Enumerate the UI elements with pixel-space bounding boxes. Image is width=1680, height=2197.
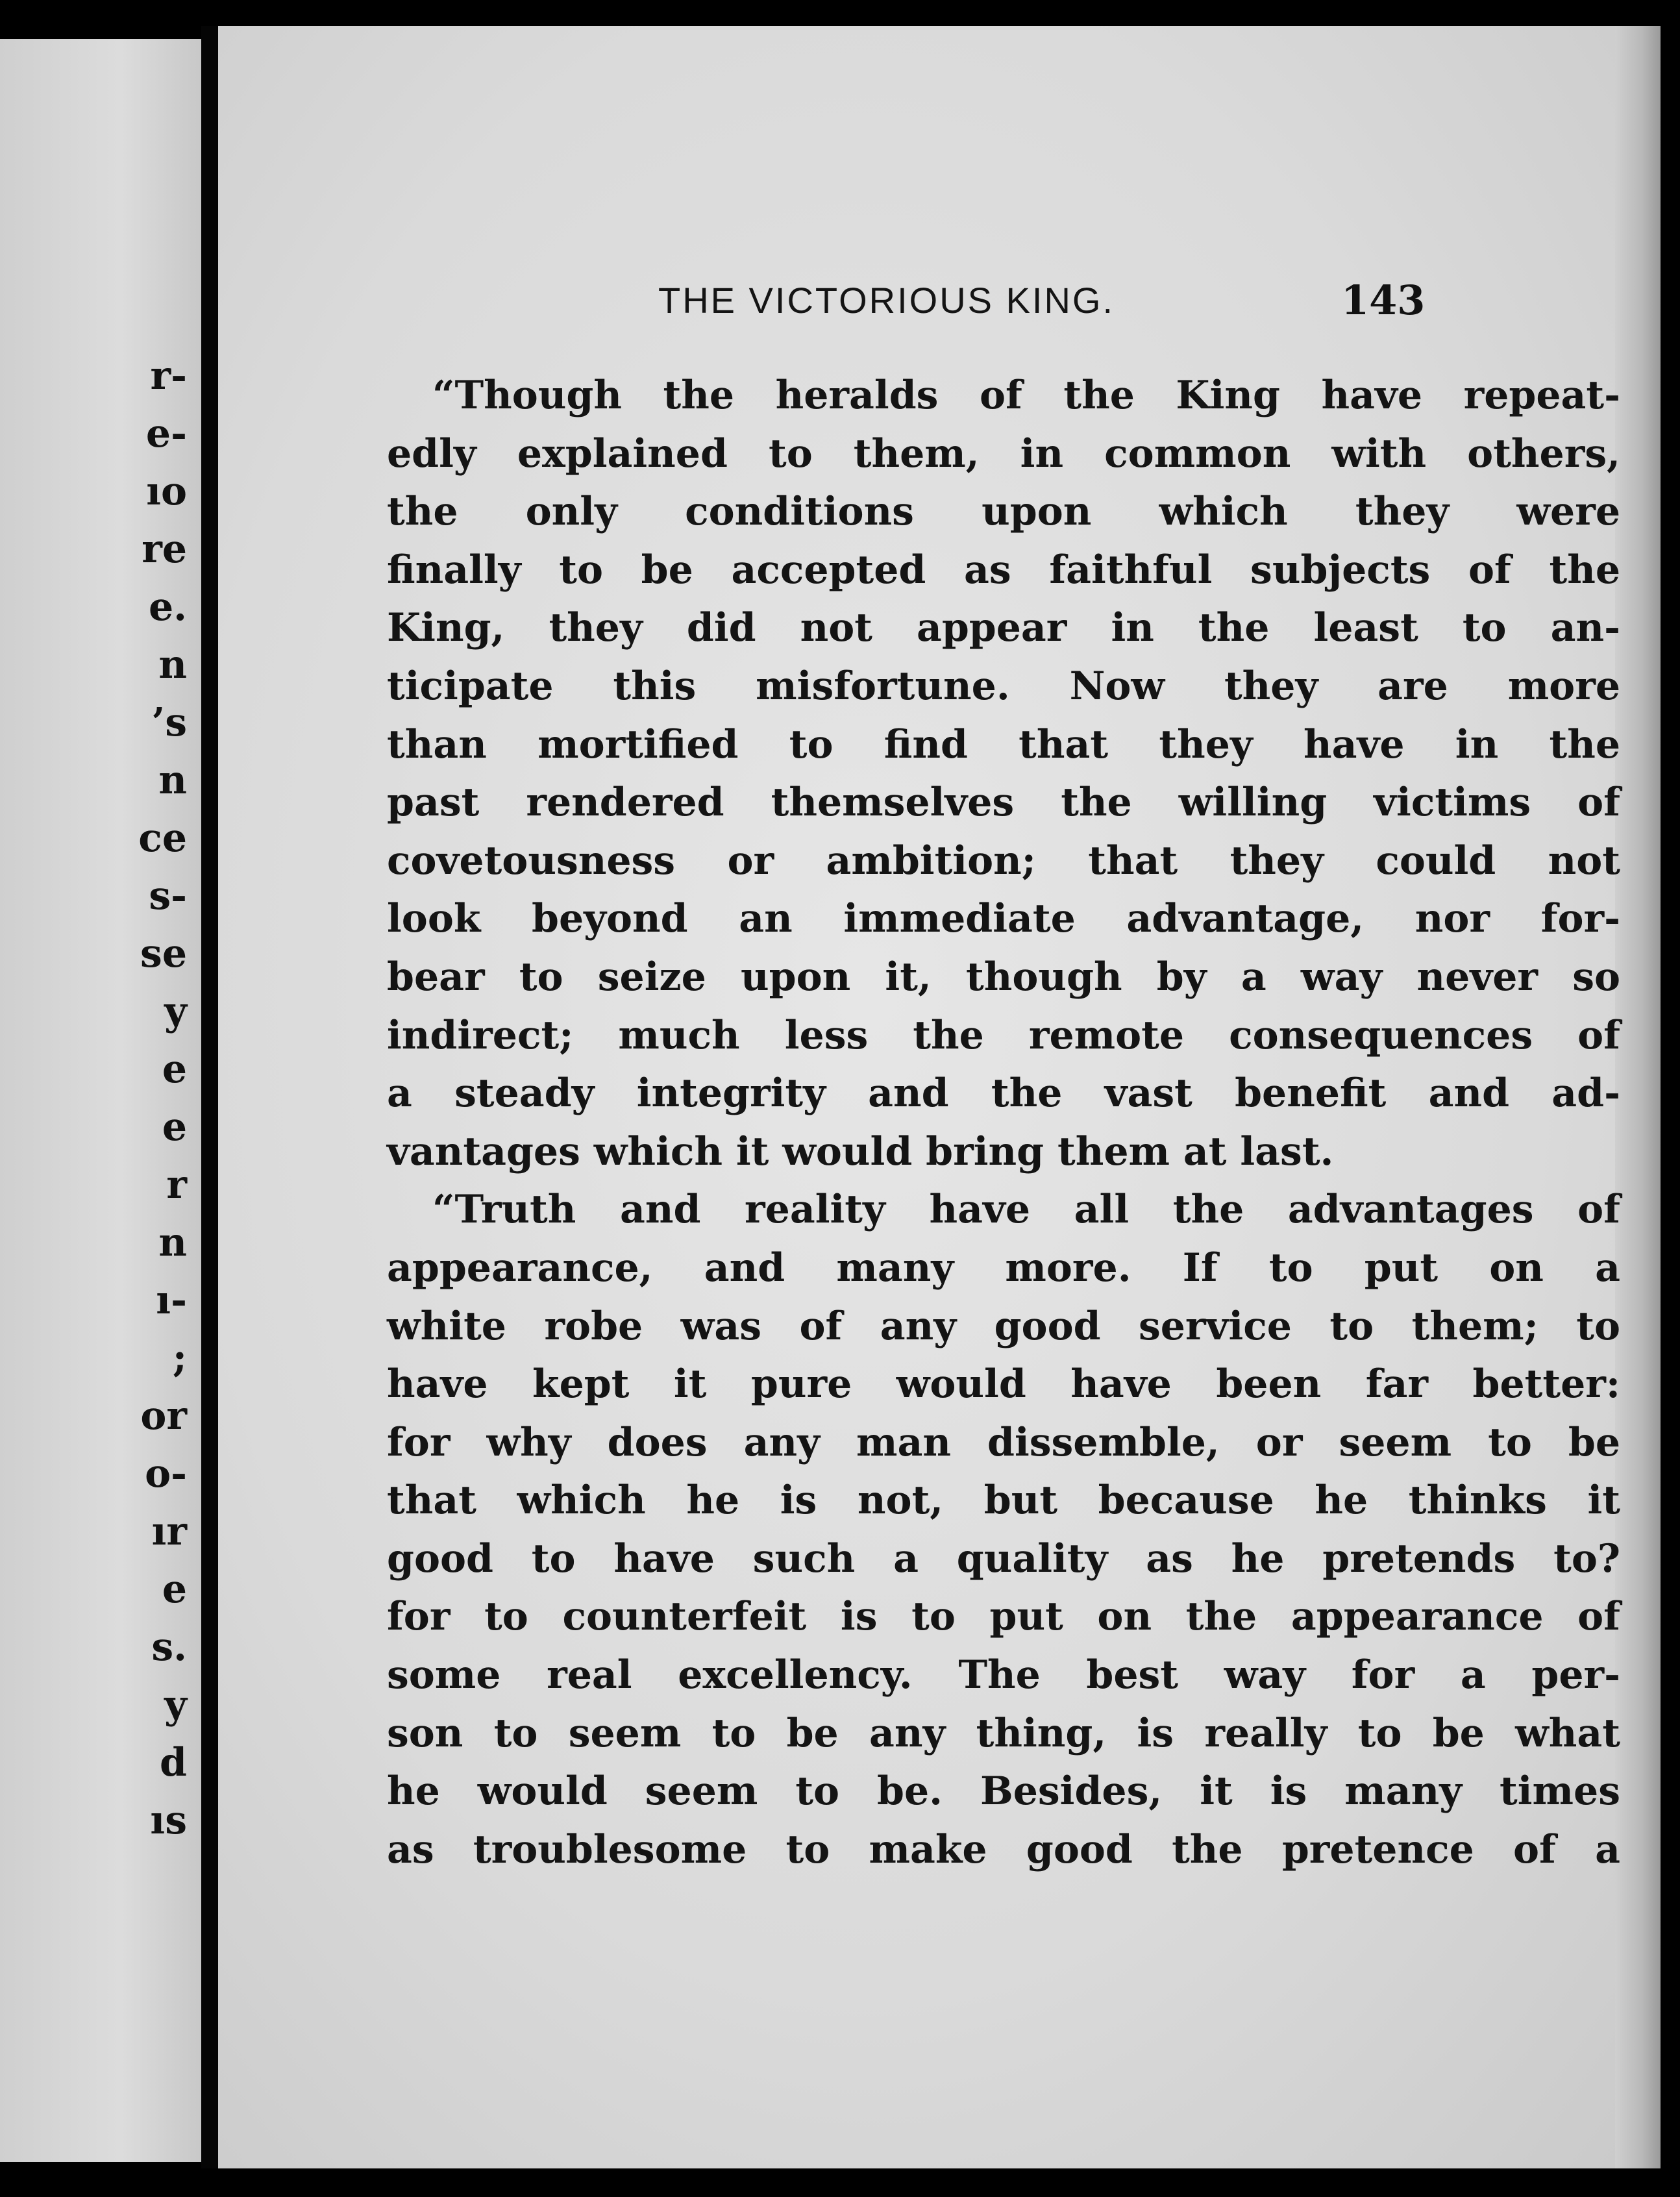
- text-line: covetousness or ambition; that they could not: [387, 838, 1620, 884]
- text-line: past rendered themselves the willing victims of: [387, 780, 1620, 826]
- text-line: “Truth and reality have all the advantages of: [432, 1187, 1620, 1233]
- text-line: “Though the heralds of the King have repeat-: [432, 373, 1620, 418]
- text-line: King, they did not appear in the least to an-: [387, 605, 1620, 651]
- scan-border: [0, 2168, 1680, 2197]
- text-line: for why does any man dissemble, or seem to be: [387, 1419, 1620, 1465]
- left-fragment: o-: [145, 1451, 187, 1496]
- text-line: as troublesome to make good the pretence of a: [387, 1826, 1620, 1872]
- left-fragment: y: [164, 1682, 187, 1728]
- left-fragment: n: [158, 758, 187, 803]
- left-fragment: or: [140, 1393, 187, 1439]
- left-fragment: s.: [151, 1624, 187, 1670]
- left-fragment: ce: [138, 815, 187, 861]
- left-fragment: e: [162, 1567, 187, 1612]
- book-gutter: [201, 26, 218, 2175]
- text-line: vantages which it would bring them at last.: [387, 1128, 1334, 1174]
- left-fragment: e: [162, 1104, 187, 1150]
- left-fragment: r-: [150, 353, 187, 399]
- left-fragment: d: [160, 1740, 187, 1785]
- text-line: he would seem to be. Besides, it is many times: [387, 1769, 1620, 1815]
- left-fragment: ır: [151, 1509, 187, 1554]
- text-line: a steady integrity and the vast benefit and ad-: [387, 1071, 1620, 1117]
- text-line: finally to be accepted as faithful subjects of the: [387, 547, 1620, 593]
- left-fragment: re: [142, 527, 187, 572]
- left-fragment: n: [158, 642, 187, 688]
- text-line: good to have such a quality as he pretends to?: [387, 1535, 1620, 1582]
- page-number: 143: [1341, 277, 1426, 324]
- text-line: look beyond an immediate advantage, nor for-: [387, 896, 1620, 942]
- left-fragment: e-: [145, 411, 187, 456]
- left-fragment: ıs: [150, 1798, 187, 1843]
- body-text: [387, 367, 1620, 1879]
- running-title: THE VICTORIOUS KING.: [658, 280, 1115, 321]
- text-line: appearance, and many more. If to put on a: [387, 1245, 1620, 1291]
- left-fragment: ;: [172, 1335, 187, 1381]
- left-fragment: ıo: [146, 469, 187, 514]
- text-line: bear to seize upon it, though by a way never so: [387, 954, 1620, 1000]
- left-fragment: ’s: [151, 700, 187, 745]
- text-line: son to seem to be any thing, is really to be what: [387, 1710, 1620, 1756]
- text-line: edly explained to them, in common with others,: [387, 430, 1620, 477]
- left-page-text-fragments: [138, 347, 187, 1850]
- left-fragment: e: [162, 1047, 187, 1092]
- left-fragment: s-: [149, 873, 187, 919]
- running-head: [218, 279, 1661, 331]
- left-fragment: y: [164, 989, 187, 1034]
- text-line: ticipate this misfortune. Now they are more: [387, 663, 1620, 709]
- text-line: the only conditions upon which they were: [387, 489, 1620, 535]
- text-line: white robe was of any good service to them; to: [387, 1303, 1620, 1349]
- text-line: for to counterfeit is to put on the appearance of: [387, 1594, 1620, 1640]
- page-edge: [1615, 26, 1661, 2168]
- left-page: [0, 39, 201, 2162]
- left-fragment: e.: [148, 584, 187, 630]
- left-fragment: n: [158, 1220, 187, 1265]
- left-fragment: r: [166, 1162, 187, 1208]
- text-line: that which he is not, but because he thinks it: [387, 1478, 1620, 1524]
- left-fragment: ı-: [156, 1278, 187, 1323]
- text-line: have kept it pure would have been far better:: [387, 1361, 1620, 1408]
- right-page: [218, 26, 1661, 2168]
- text-line: than mortified to find that they have in the: [387, 721, 1620, 767]
- left-fragment: se: [140, 931, 187, 976]
- text-line: some real excellency. The best way for a per-: [387, 1652, 1620, 1698]
- text-line: indirect; much less the remote consequences of: [387, 1012, 1620, 1058]
